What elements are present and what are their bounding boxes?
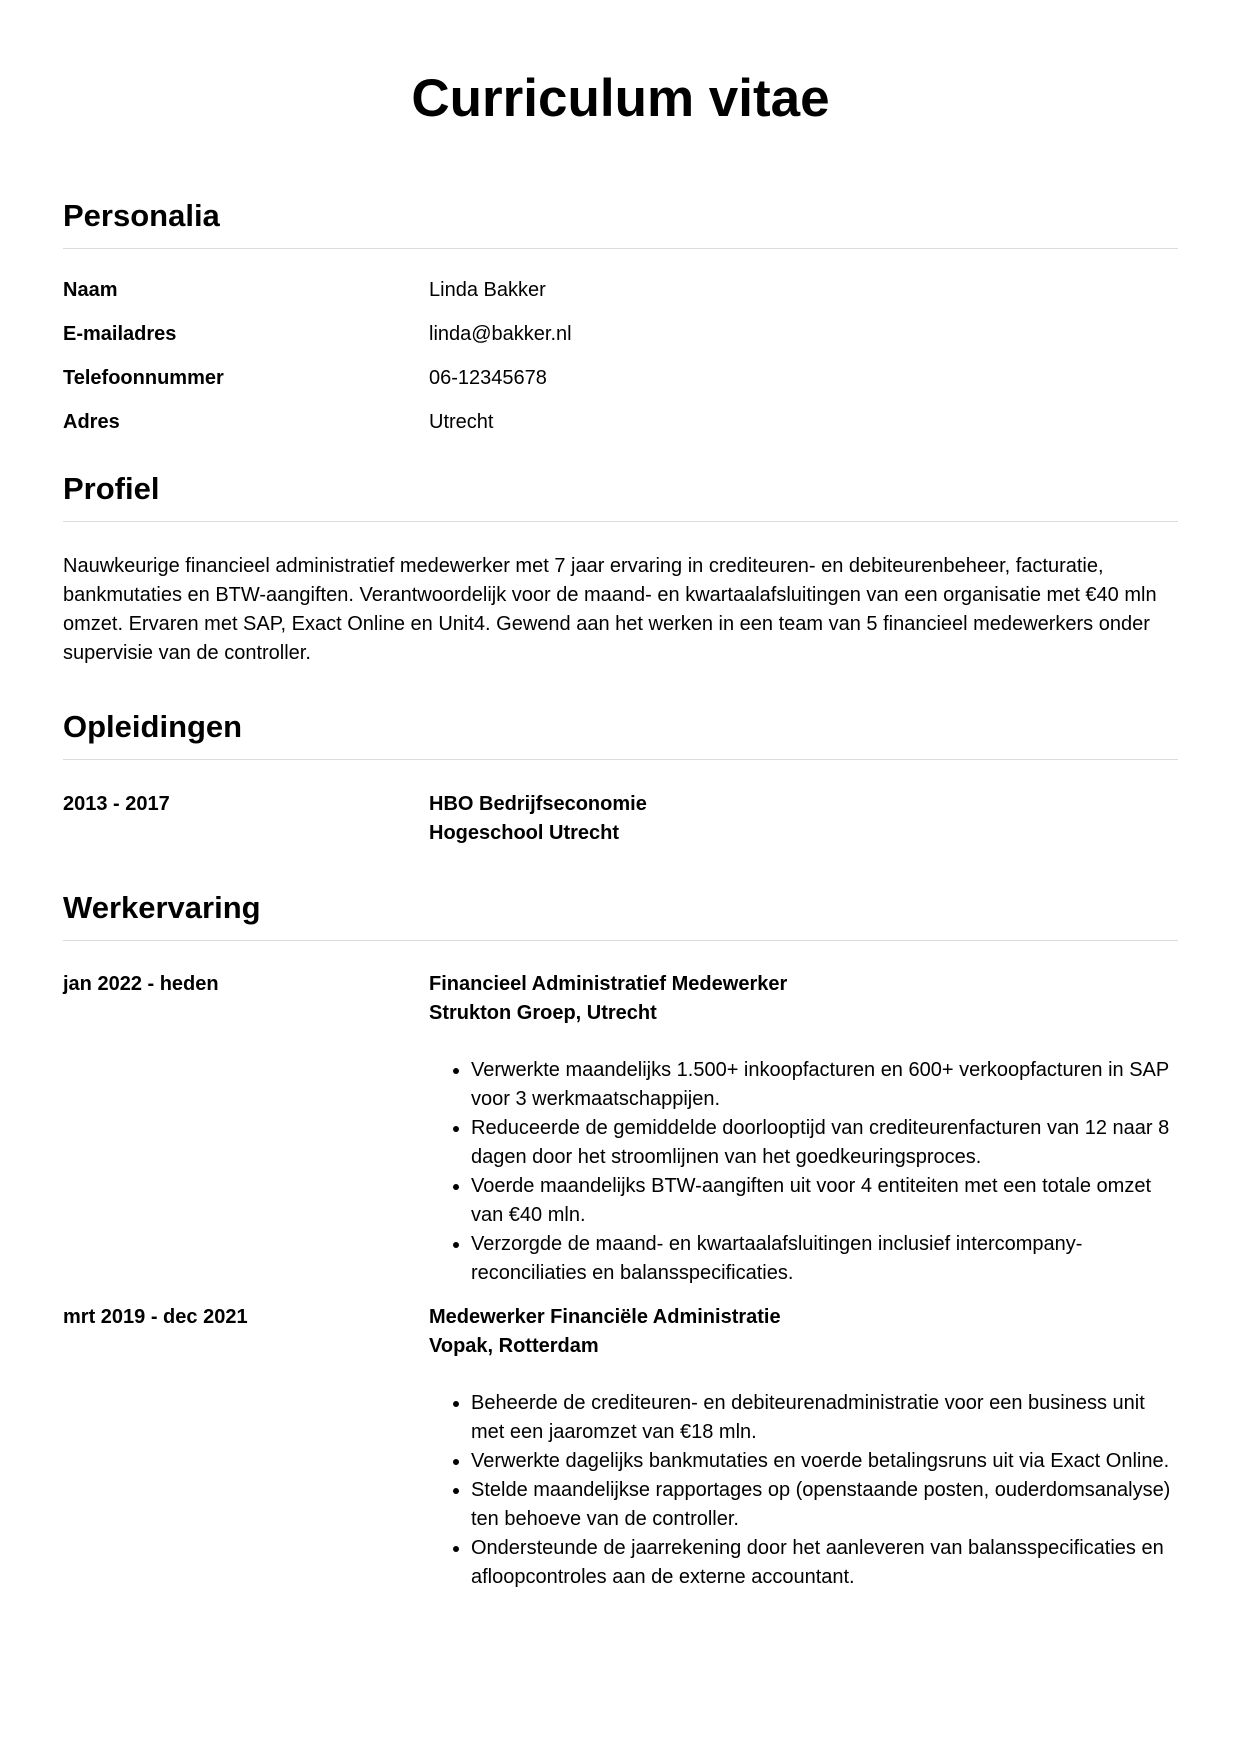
personalia-row-email [63, 320, 1178, 349]
personalia-label: E-mailadres [63, 323, 177, 345]
personalia-label: Telefoonnummer [63, 367, 224, 389]
list-item: • Stelde maandelijkse rapportages op (openstaande posten, ouderdomsanalyse) ten behoeve van de controller. [471, 1476, 1178, 1534]
list-item: • Reduceerde de gemiddelde doorlooptijd van crediteurenfacturen van 12 naar 8 dagen door het stroomlijnen van het goedkeuringsproces. [471, 1114, 1178, 1172]
list-item: • Verwerkte dagelijks bankmutaties en voerde betalingsruns uit via Exact Online. [471, 1447, 1178, 1476]
list-item: • Ondersteunde de jaarrekening door het aanleveren van balansspecificaties en afloopcontroles aan de externe accountant. [471, 1534, 1178, 1592]
personalia-label: Naam [63, 279, 118, 301]
list-item: • Verzorgde de maand- en kwartaalafsluitingen inclusief intercompany-reconciliaties en balansspecificaties. [471, 1230, 1178, 1288]
section-heading-werkervaring: Werkervaring [63, 888, 1178, 941]
personalia-row-telefoon [63, 364, 1178, 393]
job-company: Strukton Groep, Utrecht [429, 1002, 657, 1024]
job-period: jan 2022 - heden [63, 973, 219, 995]
personalia-row-naam [63, 276, 1178, 305]
section-personalia [63, 196, 1178, 437]
job-bullets [429, 1389, 1178, 1592]
personalia-label: Adres [63, 411, 120, 433]
personalia-row-adres [63, 408, 1178, 437]
education-entry [63, 790, 1178, 848]
job-role: Financieel Administratief Medewerker [429, 973, 788, 995]
job-role: Medewerker Financiële Administratie [429, 1306, 781, 1328]
personalia-value: Utrecht [429, 411, 494, 433]
section-heading-personalia: Personalia [63, 196, 1178, 249]
section-werkervaring [63, 888, 1178, 1592]
list-item: • Voerde maandelijks BTW-aangiften uit voor 4 entiteiten met een totale omzet van €40 mln. [471, 1172, 1178, 1230]
job-entry [63, 1303, 1178, 1592]
personalia-value: 06-12345678 [429, 367, 547, 389]
education-details [429, 790, 1178, 848]
list-item: • Beheerde de crediteuren- en debiteurenadministratie voor een business unit met een jaaromzet van €18 mln. [471, 1389, 1178, 1447]
personalia-list [63, 276, 1178, 437]
section-heading-profiel: Profiel [63, 469, 1178, 522]
job-details [429, 970, 1178, 1288]
job-company: Vopak, Rotterdam [429, 1335, 599, 1357]
job-details [429, 1303, 1178, 1592]
education-degree: HBO Bedrijfseconomie [429, 793, 647, 815]
job-period: mrt 2019 - dec 2021 [63, 1306, 248, 1328]
personalia-value: Linda Bakker [429, 279, 546, 301]
education-school: Hogeschool Utrecht [429, 822, 620, 844]
job-entry [63, 970, 1178, 1288]
education-period: 2013 - 2017 [63, 793, 170, 815]
page-title: Curriculum vitae [411, 69, 830, 128]
section-profiel [63, 469, 1178, 668]
profile-summary: Nauwkeurige financieel administratief medewerker met 7 jaar ervaring in crediteuren- en debiteurenbeheer, facturatie, bankmutaties en BTW-aangiften. Verantwoordelijk voor de maand- en kwartaalafsluitingen van een organisatie met €40 mln omzet. Ervaren met SAP, Exact Online en Unit4. Gewend aan het werken in een team van 5 financieel medewerkers onder supervisie van de controller. [63, 555, 1157, 664]
section-opleidingen [63, 707, 1178, 848]
personalia-value: linda@bakker.nl [429, 323, 572, 345]
job-bullets [429, 1056, 1178, 1288]
section-heading-opleidingen: Opleidingen [63, 707, 1178, 760]
list-item: • Verwerkte maandelijks 1.500+ inkoopfacturen en 600+ verkoopfacturen in SAP voor 3 werkmaatschappijen. [471, 1056, 1178, 1114]
